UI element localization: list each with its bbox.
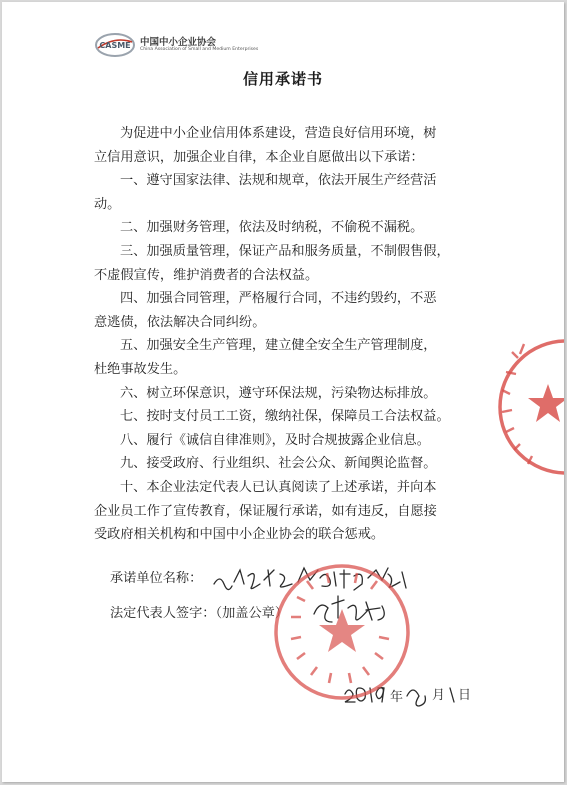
body-line: 六、树立环保意识，遵守环保法规，污染物达标排放。: [120, 385, 437, 401]
body-line: 杜绝事故发生。: [94, 361, 187, 377]
body-line: 为促进中小企业信用体系建设，营造良好信用环境，树: [120, 126, 437, 141]
unit-name-label: 承诺单位名称：: [110, 571, 203, 586]
logo-mark-text: CASME: [99, 41, 131, 50]
body-line: 五、加强安全生产管理，建立健全安全生产管理制度，: [120, 338, 437, 354]
body-line: 八、履行《诚信自律准则》，及时合规披露企业信息。: [120, 432, 430, 448]
date-day-char: 日: [458, 688, 472, 703]
body-line: 不虚假宣传，维护消费者的合法权益。: [94, 267, 319, 283]
body-line: 动。: [94, 196, 121, 212]
body-line: 二、加强财务管理，依法及时纳税，不偷税不漏税。: [120, 220, 424, 236]
body-line: 企业员工作了宣传教育，保证履行承诺，如有违反，自愿接: [94, 503, 437, 519]
body-line: 十、本企业法定代表人已认真阅读了上述承诺，并向本: [120, 479, 437, 495]
company-seal-signature: [267, 557, 417, 707]
org-name-cn: 中国中小企业协会: [140, 37, 217, 48]
body-line: 立信用意识，加强企业自律，本企业自愿做出以下承诺：: [94, 149, 424, 165]
body-line: 四、加强合同管理，严格履行合同，不违约毁约，不恶: [120, 291, 437, 307]
body-line: 七、按时支付员工工资，缴纳社保，保障员工合法权益。: [120, 409, 450, 425]
date-month-char: 月: [432, 688, 446, 703]
body-line: 受政府相关机构和中国中小企业协会的联合惩戒。: [94, 527, 385, 543]
company-seal-right: [492, 332, 564, 482]
legal-rep-label: 法定代表人签字：（加盖公章）: [110, 606, 289, 621]
body-line: 意逃债，依法解决合同纠纷。: [94, 314, 266, 330]
document-title: 信用承诺书: [242, 70, 323, 88]
body-line: 九、接受政府、行业组织、社会公众、新闻舆论监督。: [120, 456, 437, 472]
org-name-en: China Association of Small and Medium Enterprises: [140, 47, 259, 52]
date-year-char: 年: [390, 690, 404, 705]
body-line: 一、遵守国家法律、法规和规章，依法开展生产经营活: [120, 173, 437, 189]
body-line: 三、加强质量管理，保证产品和服务质量，不制假售假，: [120, 243, 450, 259]
document-page: [2, 2, 564, 782]
